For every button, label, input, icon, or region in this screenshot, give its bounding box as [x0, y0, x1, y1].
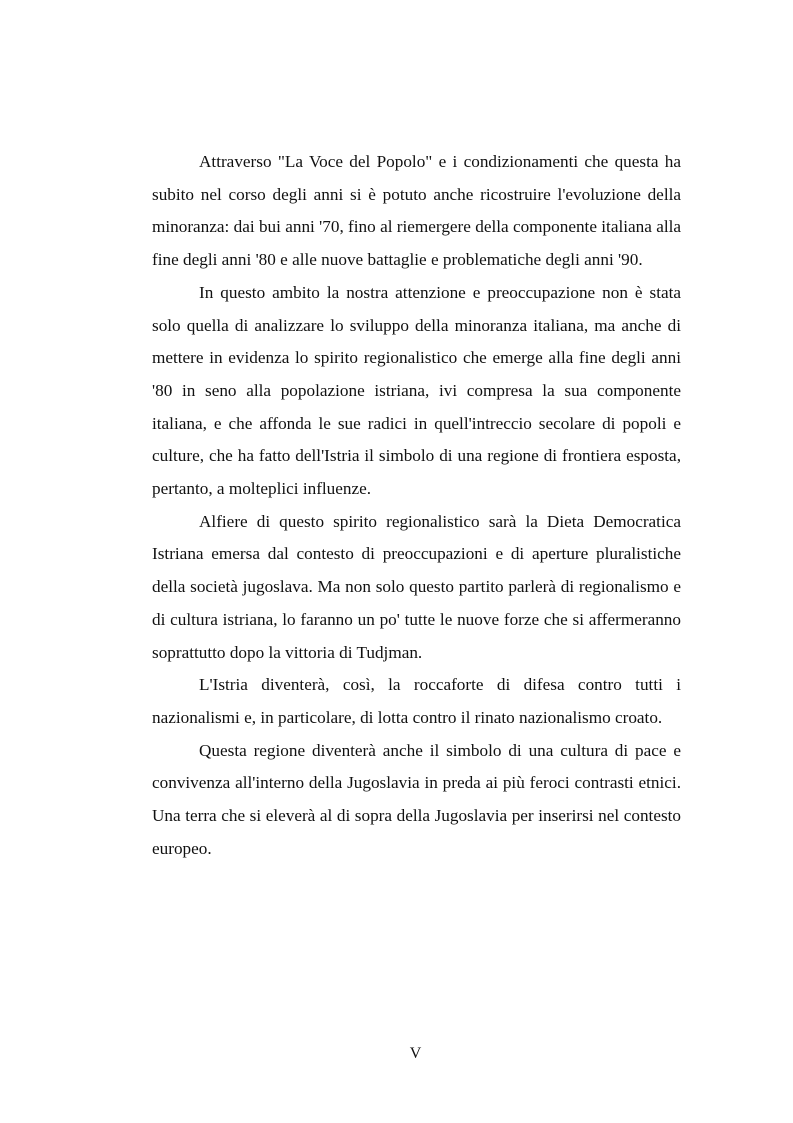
page-number: V — [409, 1045, 422, 1062]
paragraph-1: Attraverso "La Voce del Popolo" e i condizionamenti che questa ha subito nel corso degli anni si è potuto anche ricostruire l'evoluzione della minoranza: dai bui anni '70, fino al riemergere della componente italiana alla fine degli anni '80 e alle nuove battaglie e problematiche degli anni '90. — [152, 152, 681, 270]
paragraph-2: In questo ambito la nostra attenzione e preoccupazione non è stata solo quella di analizzare lo sviluppo della minoranza italiana, ma anche di mettere in evidenza lo spirito regionalistico che emerge alla fine degli anni '80 in seno alla popolazione istriana, ivi compresa la sua componente italiana, e che affonda le sue radici in quell'intreccio secolare di popoli e culture, che ha fatto dell'Istria il simbolo di una regione di frontiera esposta, pertanto, a molteplici influenze. — [152, 282, 681, 499]
paragraph-5: Questa regione diventerà anche il simbolo di una cultura di pace e convivenza all'interno della Jugoslavia in preda ai più feroci contrasti etnici. Una terra che si eleverà al di sopra della Jugoslavia per inserirsi nel contesto europeo. — [152, 740, 681, 858]
paragraph-4: L'Istria diventerà, così, la roccaforte di difesa contro tutti i nazionalismi e, in particolare, di lotta contro il rinato nazionalismo croato. — [152, 675, 681, 727]
paragraph-3: Alfiere di questo spirito regionalistico sarà la Dieta Democratica Istriana emersa dal contesto di preoccupazioni e di aperture pluralistiche della società jugoslava. Ma non solo questo partito parlerà di regionalismo e di cultura istriana, lo faranno un po' tutte le nuove forze che si affermeranno soprattutto dopo la vittoria di Tudjman. — [152, 511, 681, 662]
body-text — [152, 146, 681, 865]
